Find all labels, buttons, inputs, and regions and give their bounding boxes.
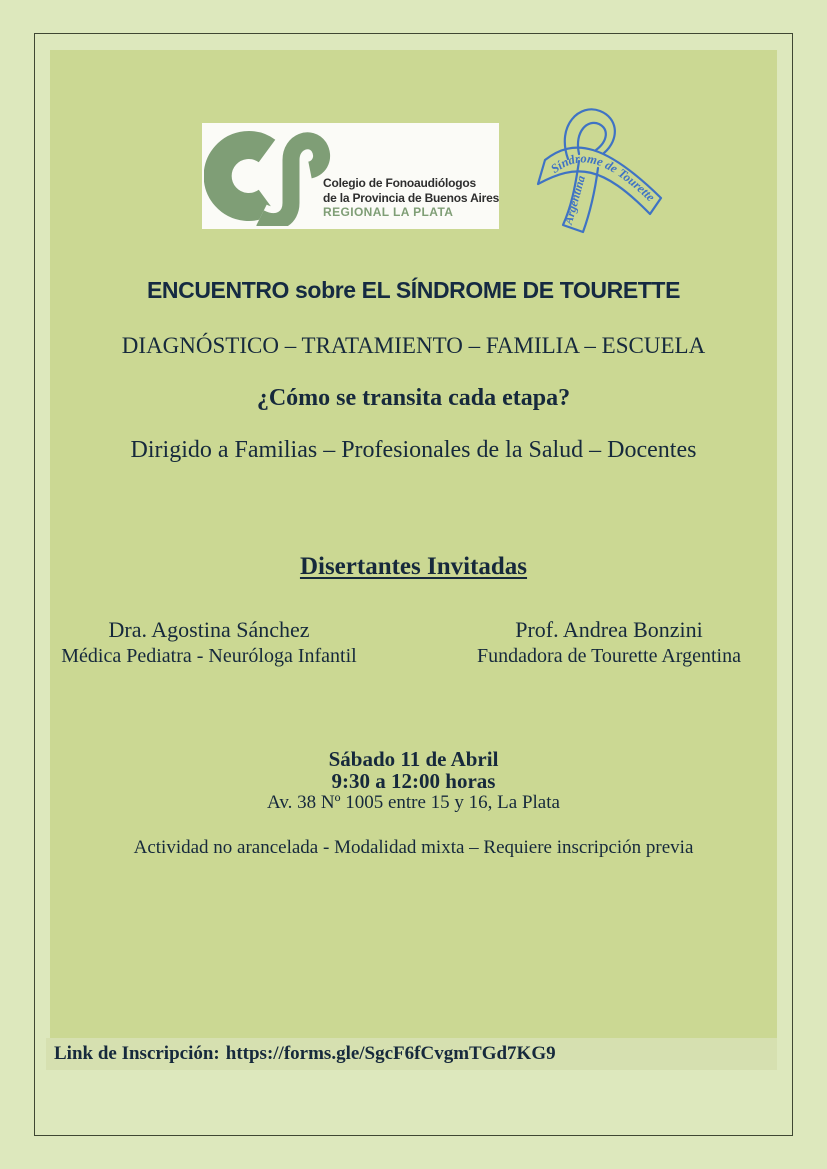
event-address: Av. 38 Nº 1005 entre 15 y 16, La Plata bbox=[267, 792, 560, 813]
registration-url[interactable]: https://forms.gle/SgcF6fCvgmTGd7KG9 bbox=[225, 1043, 556, 1064]
topics-line: DIAGNÓSTICO – TRATAMIENTO – FAMILIA – ESCUELA bbox=[121, 333, 706, 358]
question-line: ¿Cómo se transita cada etapa? bbox=[256, 385, 571, 411]
cf-c-shape bbox=[218, 145, 267, 207]
speaker-card bbox=[59, 616, 359, 668]
svg-text:Argentina bbox=[561, 174, 588, 227]
audience-line: Dirigido a Familias – Profesionales de la Salud – Docentes bbox=[130, 437, 697, 463]
speakers-heading: Disertantes Invitadas bbox=[299, 553, 528, 580]
event-details-line: Actividad no arancelada - Modalidad mixta – Requiere inscripción previa bbox=[133, 837, 694, 858]
ribbon-tail-label: Argentina bbox=[560, 173, 588, 226]
speaker-role: Médica Pediatra - Neuróloga Infantil bbox=[61, 645, 357, 667]
event-info-block bbox=[50, 748, 777, 814]
ribbon-loop-outer bbox=[565, 109, 615, 159]
logo-line1: Colegio de Fonoaudiólogos bbox=[323, 176, 476, 190]
speaker-name: Dra. Agostina Sánchez bbox=[108, 617, 310, 642]
logo-line2: de la Provincia de Buenos Aires bbox=[323, 190, 500, 205]
registration-label: Link de Inscripción: bbox=[54, 1043, 220, 1064]
event-date: Sábado 11 de Abril bbox=[328, 747, 499, 771]
page-title: ENCUENTRO sobre EL SÍNDROME DE TOURETTE bbox=[146, 277, 681, 303]
registration-band bbox=[46, 1038, 777, 1070]
event-time: 9:30 a 12:00 horas bbox=[331, 769, 496, 793]
cf-logo-box bbox=[202, 123, 499, 229]
speaker-name: Prof. Andrea Bonzini bbox=[515, 617, 703, 642]
logo-line3: REGIONAL LA PLATA bbox=[323, 205, 454, 220]
ribbon-band-label: Síndrome de Tourette bbox=[548, 151, 658, 205]
speaker-card bbox=[459, 616, 759, 668]
logo-caption bbox=[323, 176, 499, 220]
awareness-ribbon-icon bbox=[532, 99, 672, 235]
speaker-role: Fundadora de Tourette Argentina bbox=[477, 645, 741, 667]
registration-line bbox=[46, 1043, 556, 1065]
